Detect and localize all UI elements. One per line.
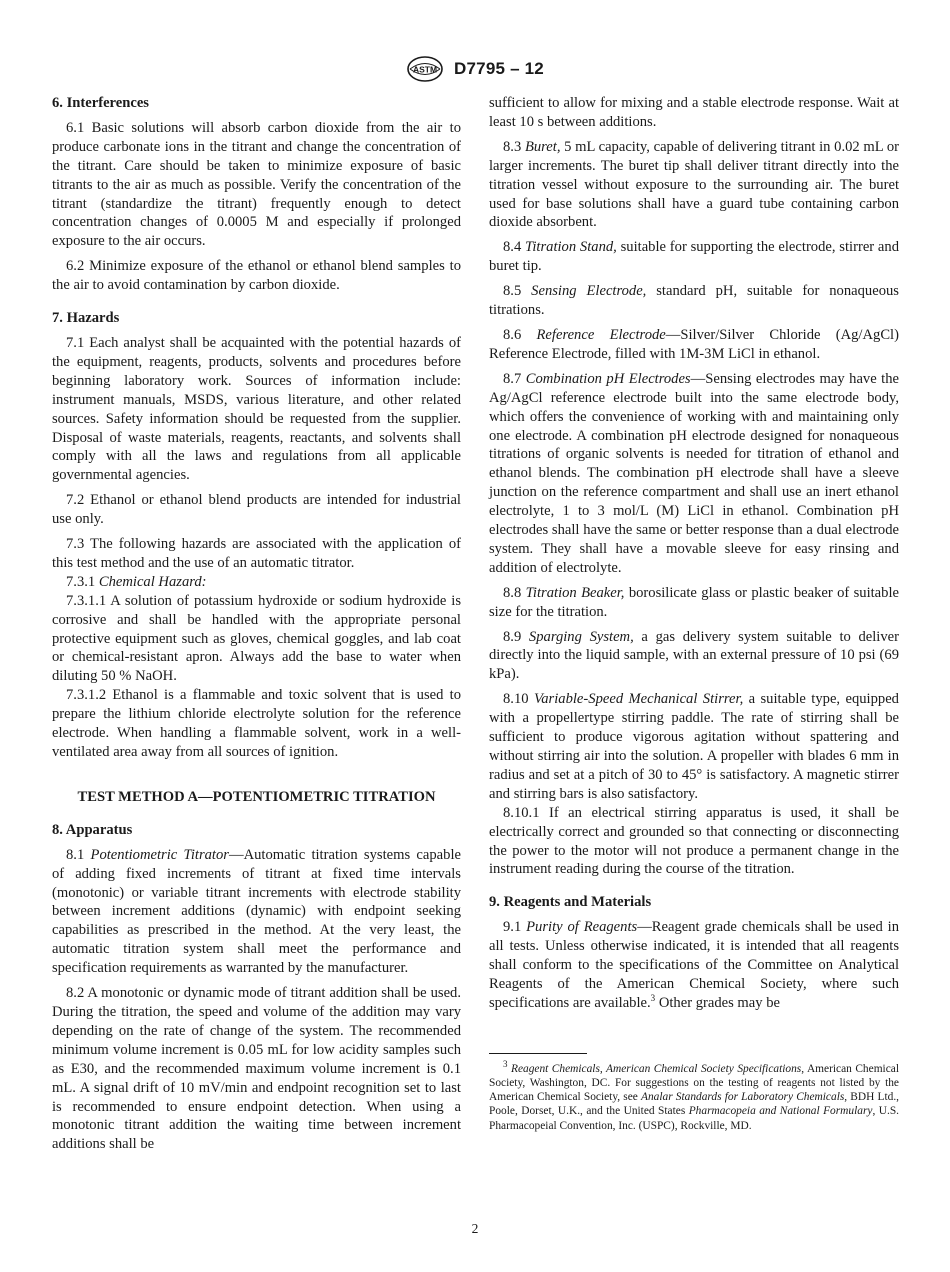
paragraph-8-7 [489,370,899,578]
paragraph-8-6 [489,326,899,364]
paragraph-8-6-body: —Silver/Silver Chloride (Ag/AgCl) Reference Electrode, filled with 1M-3M LiCl in ethanol. [489,326,899,362]
paragraph-7-3-1 [52,573,461,592]
paragraph-6-1: 6.1 Basic solutions will absorb carbon dioxide from the air to produce carbonate ions in the titrant and change the concentration of the titrant. Care should be taken to minimize exposure of basic titrants to the air as much as possible. Verify the concentration of the titrant (standardize the titrant) frequently enough to detect concentration changes of 0.0005 M and especially if prolonged exposure to the air occurs. [52,119,461,250]
paragraph-8-5-title: Sensing Electrode, [531,283,647,300]
paragraph-7-3-1-title: Chemical Hazard: [98,573,207,590]
paragraph-8-2-continued: sufficient to allow for mixing and a stable electrode response. Wait at least 10 s between additions. [489,95,899,130]
paragraph-8-6-title: Reference Electrode [536,326,666,343]
paragraph-8-7-title: Combination pH Electrodes [525,370,691,387]
paragraph-8-5-body: standard pH, suitable for nonaqueous titrations. [489,283,899,319]
astm-logo-text: ASTM [413,64,438,75]
paragraph-8-10-1: 8.10.1 If an electrical stirring apparatus is used, it shall be electrically correct and grounded so that connecting or disconnecting the power to the motor will not produce a permanent change in the instrument reading during the course of the titration. [489,804,899,878]
paragraph-8-10-body: a suitable type, equipped with a propellertype stirring paddle. The rate of stirring shall be sufficient to produce vigorous agitation without spattering and without stirring air into the solution. A propeller with blades 6 mm in radius and set at a pitch of 30 to 45° is satisfactory. A magnetic stirrer and stirring bars is also satisfactory. [489,691,899,802]
paragraph-8-8-body: borosilicate glass or plastic beaker of suitable size for the titration. [489,584,899,620]
paragraph-8-9 [489,628,899,685]
paragraph-8-10-title: Variable-Speed Mechanical Stirrer, [533,691,744,708]
paragraph-8-1-body: —Automatic titration systems capable of adding fixed increments of titrant at fixed time intervals (monotonic) or variable titrant increments with electrode stability between increment additions (dynamic) with endpoint seeking capabilities as prescribed in the method. At the very least, the automatic titration system shall meet the performance and specification requirements as warranted by the manufacturer. [52,846,461,977]
paragraph-9-1-tail: Other grades may be [655,994,780,1011]
section-9-heading: 9. Reagents and Materials [489,894,652,911]
paragraph-8-1-number: 8.1 [66,846,85,863]
footnote-title-a: Reagent Chemicals, American Chemical Society Specifications [511,1062,802,1075]
paragraph-8-9-number: 8.9 [503,628,522,645]
paragraph-8-9-body: a gas delivery system suitable to deliver directly into the liquid sample, with an external pressure of 10 psi (69 kPa). [489,628,899,683]
paragraph-8-8 [489,584,899,622]
paragraph-8-2: 8.2 A monotonic or dynamic mode of titrant addition shall be used. During the titration, the speed and volume of the addition may vary depending on the rate of change of the system. The recommended minimum volume increment is 0.05 mL for low acidity samples such as E30, and the recommended maximum volume increment is 0.1 mL. A signal drift of 10 mV/min and endpoint recognition set to last is recommended to ensure endpoint detection. When using a monotonic titrant addition the waiting time between increment additions shall be [52,985,461,1153]
paragraph-9-1-title: Purity of Reagents [526,919,638,936]
paragraph-7-3: 7.3 The following hazards are associated with the application of this test method and the use of an automatic titrator. [52,536,461,571]
paragraph-8-8-title: Titration Beaker, [525,584,625,601]
section-7-heading: 7. Hazards [52,310,120,327]
section-6-heading: 6. Interferences [52,95,149,111]
paragraph-7-3-1-1: 7.3.1.1 A solution of potassium hydroxide or sodium hydroxide is corrosive and shall be handled with the appropriate personal protective equipment such as gloves, chemical goggles, and lab coat or chemical-resistant apron. Always add the base to water when diluting 50 % NaOH. [52,592,461,685]
paragraph-8-4-body: suitable for supporting the electrode, stirrer and buret tip. [489,239,900,275]
paragraph-8-4-title: Titration Stand, [525,239,617,256]
footnote-title-c: Analar Standards for Laboratory Chemicals [640,1091,845,1104]
paragraph-9-1-number: 9.1 [503,919,522,936]
test-method-heading: TEST METHOD A—POTENTIOMETRIC TITRATION [77,788,436,805]
paragraph-6-2: 6.2 Minimize exposure of the ethanol or ethanol blend samples to the air to avoid contamination by carbon dioxide. [52,258,461,294]
paragraph-7-1: 7.1 Each analyst shall be acquainted with the potential hazards of the equipment, reagents, products, solvents and procedures before beginning laboratory work. Sources of information include: instrument manuals, MSDS, various literature, and other related sources. Safety information should be requested from the supplier. Disposal of waste materials, reagents, reactants, and solvents shall comply with all the laws and regulations from all applicable governmental agencies. [52,334,461,484]
footnote-title-e: Pharmacopeia and National Formulary [688,1105,873,1118]
paragraph-8-8-number: 8.8 [503,584,522,601]
paragraph-8-7-body: —Sensing electrodes may have the Ag/AgCl reference electrode built into the same electrode body, which offers the convenience of working with and maintaining only one electrode. A combination pH electrode designed for nonaqueous titrations of organic solvents is needed for titration of ethanol and ethanol blends. The combination pH electrode shall have a sleeve junction on the reference compartment and shall use an inert ethanol electrolyte, 1 to 3 mol/L (M) LiCl in ethanol. Combination pH electrodes shall have the same or better response than a dual electrode system. They shall have a movable sleeve for easy rinsing and addition of electrolyte. [489,370,900,576]
footnote-mark: 3 [503,1058,508,1069]
paragraph-7-3-1-number: 7.3.1 [66,573,96,590]
section-8-heading: 8. Apparatus [52,821,133,838]
paragraph-9-1 [489,918,899,1013]
paragraph-8-1 [52,846,461,978]
paragraph-8-3-number: 8.3 [503,138,522,155]
paragraph-8-10 [489,690,899,803]
paragraph-8-7-number: 8.7 [503,370,522,387]
paragraph-8-5 [489,282,899,320]
paragraph-8-4 [489,238,899,276]
footnote-reference-3[interactable]: 3 [650,993,656,1004]
footnote-text-b: , American Chemical Society, Washington, DC. For suggestions on the testing of reagents not listed by the American Chemical Society, see [489,1062,899,1104]
paragraph-8-3 [489,138,899,233]
paragraph-8-1-title: Potentiometric Titrator [90,846,229,863]
footnote-text-f: , U.S. Pharmacopeial Convention, Inc. (USPC), Rockville, MD. [489,1105,900,1132]
right-column [489,94,899,1139]
paragraph-7-2: 7.2 Ethanol or ethanol blend products are intended for industrial use only. [52,492,461,528]
document-designation: D7795 – 12 [454,59,544,78]
paragraph-8-4-number: 8.4 [503,239,522,256]
page-number: 2 [471,1221,479,1236]
paragraph-8-3-body: 5 mL capacity, capable of delivering titrant in 0.02 mL or larger increments. The buret tip shall deliver titrant directly into the titration vessel without exposure to the surrounding air. The buret used for base solutions shall have a guard tube containing carbon dioxide absorbent. [489,138,899,231]
paragraph-8-5-number: 8.5 [503,283,522,300]
paragraph-7-3-1-2: 7.3.1.2 Ethanol is a flammable and toxic solvent that is used to prepare the lithium chloride electrolyte solution for the reference electrode. When handling a flammable solvent, work in a well-ventilated area away from all sources of ignition. [52,687,461,760]
paragraph-9-1-body: —Reagent grade chemicals shall be used in all tests. Unless otherwise indicated, it is intended that all reagents shall conform to the specifications of the Committee on Analytical Reagents of the American Chemical Society, where such specifications are available. [489,919,899,1011]
paragraph-8-3-title: Buret, [524,138,561,155]
paragraph-8-10-number: 8.10 [503,691,529,708]
footnote-divider [489,1053,587,1054]
paragraph-8-9-title: Sparging System, [528,628,634,645]
footnote-text-d: , BDH Ltd., Poole, Dorset, U.K., and the United States [489,1091,900,1118]
paragraph-8-6-number: 8.6 [503,326,522,343]
astm-logo-icon [406,56,444,82]
footnote-3 [489,1058,900,1133]
left-column [52,94,461,1160]
page-header [0,56,950,82]
